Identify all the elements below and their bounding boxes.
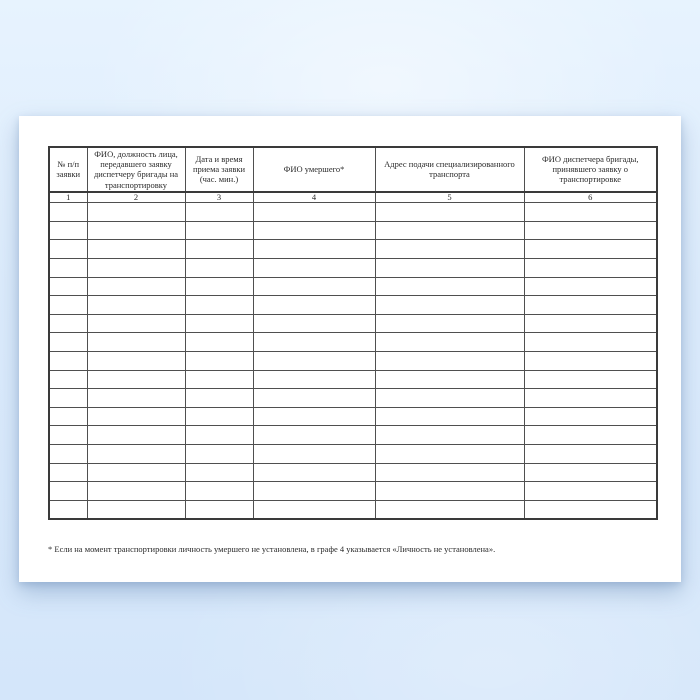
table-cell (375, 352, 524, 371)
table-cell (253, 389, 375, 408)
table-cell (49, 407, 87, 426)
table-cell (185, 277, 253, 296)
table-cell (524, 259, 657, 278)
table-cell (49, 370, 87, 389)
table-cell (253, 221, 375, 240)
table-cell (87, 352, 185, 371)
table-cell (253, 259, 375, 278)
table-cell (524, 500, 657, 519)
table-cell (253, 352, 375, 371)
table-cell (87, 463, 185, 482)
table-row (49, 389, 657, 408)
table-cell (49, 259, 87, 278)
table-cell (375, 482, 524, 501)
table-cell (375, 389, 524, 408)
table-cell (185, 482, 253, 501)
table-cell (524, 203, 657, 222)
table-cell (49, 314, 87, 333)
table-cell (185, 370, 253, 389)
table-cell (524, 482, 657, 501)
table-cell (87, 500, 185, 519)
table-cell (375, 407, 524, 426)
table-cell (87, 407, 185, 426)
table-cell (253, 426, 375, 445)
table-cell (524, 407, 657, 426)
table-cell (185, 352, 253, 371)
table-head (49, 147, 657, 203)
table-cell (524, 463, 657, 482)
table-cell (49, 482, 87, 501)
table-body (49, 203, 657, 519)
table-cell (49, 352, 87, 371)
table-cell (375, 221, 524, 240)
table-cell (87, 203, 185, 222)
table-cell (185, 221, 253, 240)
table-cell (524, 333, 657, 352)
table-cell (375, 333, 524, 352)
table-cell (375, 444, 524, 463)
table-cell (87, 426, 185, 445)
column-number: 4 (253, 192, 375, 203)
table-area (48, 146, 658, 520)
table-cell (185, 203, 253, 222)
table-cell (253, 407, 375, 426)
table-cell (375, 203, 524, 222)
table-row (49, 482, 657, 501)
table-cell (375, 500, 524, 519)
table-cell (49, 203, 87, 222)
table-row (49, 407, 657, 426)
column-header: Адрес подачи специализированного транспорта (375, 147, 524, 192)
column-header: ФИО, должность лица, передавшего заявку диспетчеру бригады на транспортировку (87, 147, 185, 192)
footnote: * Если на момент транспортировки личность умершего не установлена, в графе 4 указывается «Личность не установлена». (48, 544, 496, 554)
table-cell (375, 259, 524, 278)
table-cell (49, 277, 87, 296)
table-row (49, 500, 657, 519)
table-cell (253, 333, 375, 352)
column-number: 1 (49, 192, 87, 203)
table-cell (375, 463, 524, 482)
column-header: ФИО умершего* (253, 147, 375, 192)
table-row (49, 333, 657, 352)
table-cell (49, 389, 87, 408)
table-cell (524, 370, 657, 389)
table-cell (185, 240, 253, 259)
table-row (49, 259, 657, 278)
document-page (19, 116, 681, 582)
table-cell (87, 296, 185, 315)
column-number: 5 (375, 192, 524, 203)
table-cell (375, 314, 524, 333)
table-row (49, 463, 657, 482)
table-cell (87, 333, 185, 352)
table-cell (375, 240, 524, 259)
table-cell (87, 240, 185, 259)
table-cell (87, 277, 185, 296)
table-cell (524, 296, 657, 315)
table-cell (253, 240, 375, 259)
column-number: 3 (185, 192, 253, 203)
table-cell (253, 277, 375, 296)
table-row (49, 296, 657, 315)
column-number-row (49, 192, 657, 203)
table-cell (185, 314, 253, 333)
column-number: 6 (524, 192, 657, 203)
table-cell (375, 426, 524, 445)
table-row (49, 352, 657, 371)
table-cell (185, 426, 253, 445)
table-row (49, 203, 657, 222)
table-cell (49, 426, 87, 445)
table-cell (524, 389, 657, 408)
table-cell (49, 500, 87, 519)
table-row (49, 277, 657, 296)
table-cell (375, 277, 524, 296)
table-cell (185, 296, 253, 315)
table-cell (524, 277, 657, 296)
table-cell (253, 314, 375, 333)
table-cell (87, 314, 185, 333)
table-cell (375, 296, 524, 315)
table-cell (253, 482, 375, 501)
table-row (49, 240, 657, 259)
table-cell (524, 221, 657, 240)
table-cell (185, 500, 253, 519)
table-cell (87, 444, 185, 463)
table-row (49, 221, 657, 240)
table-cell (524, 426, 657, 445)
column-header: № п/п заявки (49, 147, 87, 192)
table-row (49, 426, 657, 445)
header-row (49, 147, 657, 192)
transport-request-log-table (48, 146, 658, 520)
table-cell (524, 240, 657, 259)
table-cell (49, 221, 87, 240)
table-cell (185, 259, 253, 278)
table-cell (87, 482, 185, 501)
table-cell (185, 333, 253, 352)
table-cell (253, 203, 375, 222)
table-cell (87, 370, 185, 389)
table-cell (49, 296, 87, 315)
table-cell (253, 444, 375, 463)
table-cell (375, 370, 524, 389)
table-cell (185, 444, 253, 463)
column-number: 2 (87, 192, 185, 203)
column-header: Дата и время приема заявки (час. мин.) (185, 147, 253, 192)
table-cell (185, 389, 253, 408)
table-cell (253, 296, 375, 315)
table-cell (49, 333, 87, 352)
table-row (49, 314, 657, 333)
column-header: ФИО диспетчера бригады, принявшего заявку о транспортировке (524, 147, 657, 192)
table-cell (49, 444, 87, 463)
table-row (49, 444, 657, 463)
table-cell (87, 259, 185, 278)
table-cell (185, 407, 253, 426)
table-cell (87, 221, 185, 240)
table-row (49, 370, 657, 389)
table-cell (253, 500, 375, 519)
table-cell (253, 370, 375, 389)
table-cell (524, 352, 657, 371)
table-cell (49, 463, 87, 482)
table-cell (524, 314, 657, 333)
table-cell (49, 240, 87, 259)
table-cell (87, 389, 185, 408)
table-cell (185, 463, 253, 482)
table-cell (253, 463, 375, 482)
table-cell (524, 444, 657, 463)
